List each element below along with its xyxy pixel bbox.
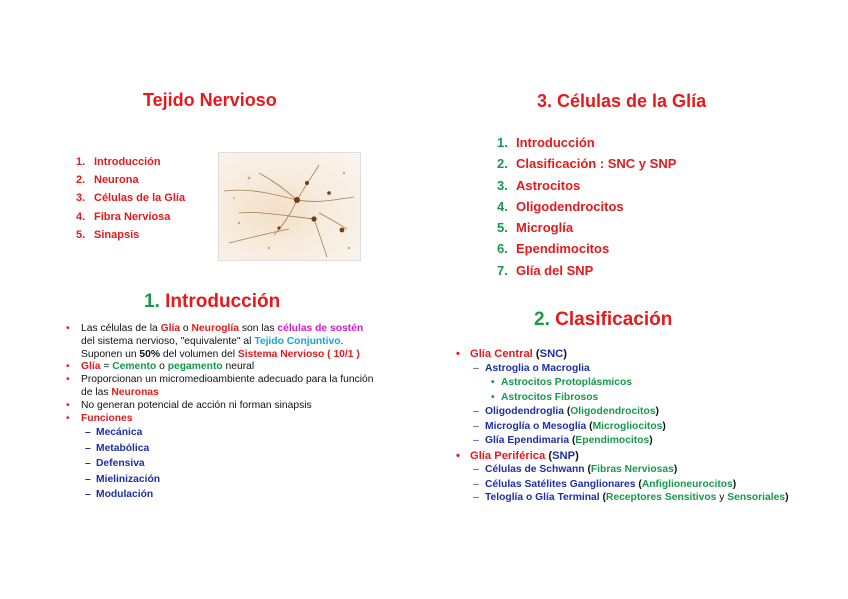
schwann-item: – Células de Schwann (Fibras Nerviosas) (456, 463, 796, 478)
slide4-title (534, 309, 672, 331)
glia-periferica-item: • Glía Periférica (SNP) (456, 449, 796, 464)
item-label: Introducción (516, 135, 595, 150)
item-label: Oligodendrocitos (516, 198, 624, 214)
list-item (497, 260, 676, 281)
satelites-item: – Células Satélites Ganglionares (Anfiglioneurocitos) (456, 478, 796, 493)
slide3-title (144, 291, 280, 313)
protoplasmicos-item: • Astrocitos Protoplásmicos (456, 376, 796, 391)
list-item (497, 217, 676, 238)
item-number: 7. (497, 262, 508, 278)
slide1-contents-list (76, 153, 185, 244)
item-label: Clasificación : SNC y SNP (516, 156, 677, 172)
item-label: Sinapsis (94, 228, 140, 241)
bullet-glia-definition: • Las células de la Glía o Neuroglía son las células de sostén del sistema nervioso, "equivalente" al Tejido Conjuntivo. Suponen un 50% del volumen del Sistema Nervioso ( 10/1 ) (66, 323, 376, 361)
item-number: 6. (497, 241, 508, 257)
list-item (76, 208, 185, 226)
funcion-item: – Defensiva (66, 456, 376, 471)
list-item (497, 132, 676, 153)
list-item (76, 153, 185, 171)
item-label: Glía del SNP (516, 262, 594, 278)
item-label: Introducción (94, 156, 161, 168)
fibrosos-item: • Astrocitos Fibrosos (456, 391, 796, 406)
microglia-item: – Microglía o Mesoglía (Microgliocitos) (456, 420, 796, 435)
item-number: 4. (497, 198, 508, 214)
glia-central-item: • Glía Central (SNC) (456, 347, 796, 362)
item-label: Fibra Nerviosa (94, 210, 171, 223)
astroglia-item: – Astroglia o Macroglia (456, 362, 796, 377)
title-number: 1. (144, 291, 160, 312)
oligodendroglia-item: – Oligodendroglia (Oligodendrocitos) (456, 405, 796, 420)
slide1-title: Tejido Nervioso (143, 90, 277, 110)
list-item (497, 196, 676, 217)
item-label: Neurona (94, 174, 139, 187)
list-item (497, 175, 676, 196)
neuron-illustration (219, 153, 360, 260)
item-number: 4. (76, 210, 86, 223)
list-item (76, 171, 185, 189)
list-item (76, 226, 185, 244)
item-number: 5. (76, 228, 86, 241)
item-number: 3. (497, 177, 508, 193)
bullet-funciones: • Funciones (66, 413, 376, 426)
slide2-contents-list (497, 132, 676, 281)
item-number: 2. (497, 156, 508, 172)
bullet-potencial: • No generan potencial de acción ni forman sinapsis (66, 400, 376, 413)
list-item (497, 238, 676, 259)
slide4-body (456, 347, 796, 504)
slide3-body (66, 323, 376, 502)
list-item (76, 189, 185, 207)
neuron-micrograph (218, 152, 361, 261)
bullet-cemento: • Glía = Cemento o pegamento neural (66, 361, 376, 374)
item-number: 2. (76, 174, 86, 187)
item-label: Microglía (516, 220, 574, 236)
ependimaria-item: – Glía Ependimaria (Ependimocitos) (456, 434, 796, 449)
telioglia-item: – Teloglía o Glía Terminal (Receptores Sensitivos y Sensoriales) (456, 492, 796, 504)
item-number: 5. (497, 220, 508, 236)
funcion-item: – Modulación (66, 487, 376, 502)
item-label: Células de la Glía (94, 192, 186, 205)
item-label: Astrocitos (516, 177, 581, 193)
title-text: Introducción (165, 291, 281, 312)
title-text: Clasificación (555, 309, 673, 330)
item-number: 1. (76, 156, 86, 168)
funcion-item: – Mecánica (66, 425, 376, 440)
funcion-item: – Mielinización (66, 472, 376, 487)
item-number: 1. (497, 135, 508, 150)
slide2-title: 3. Células de la Glía (537, 91, 707, 111)
list-item (497, 153, 676, 174)
title-number: 2. (534, 309, 550, 330)
funcion-item: – Metabólica (66, 441, 376, 456)
bullet-micromedioambiente: • Proporcionan un micromedioambiente adecuado para la función de las Neuronas (66, 374, 376, 400)
item-number: 3. (76, 192, 86, 205)
item-label: Ependimocitos (516, 241, 610, 257)
